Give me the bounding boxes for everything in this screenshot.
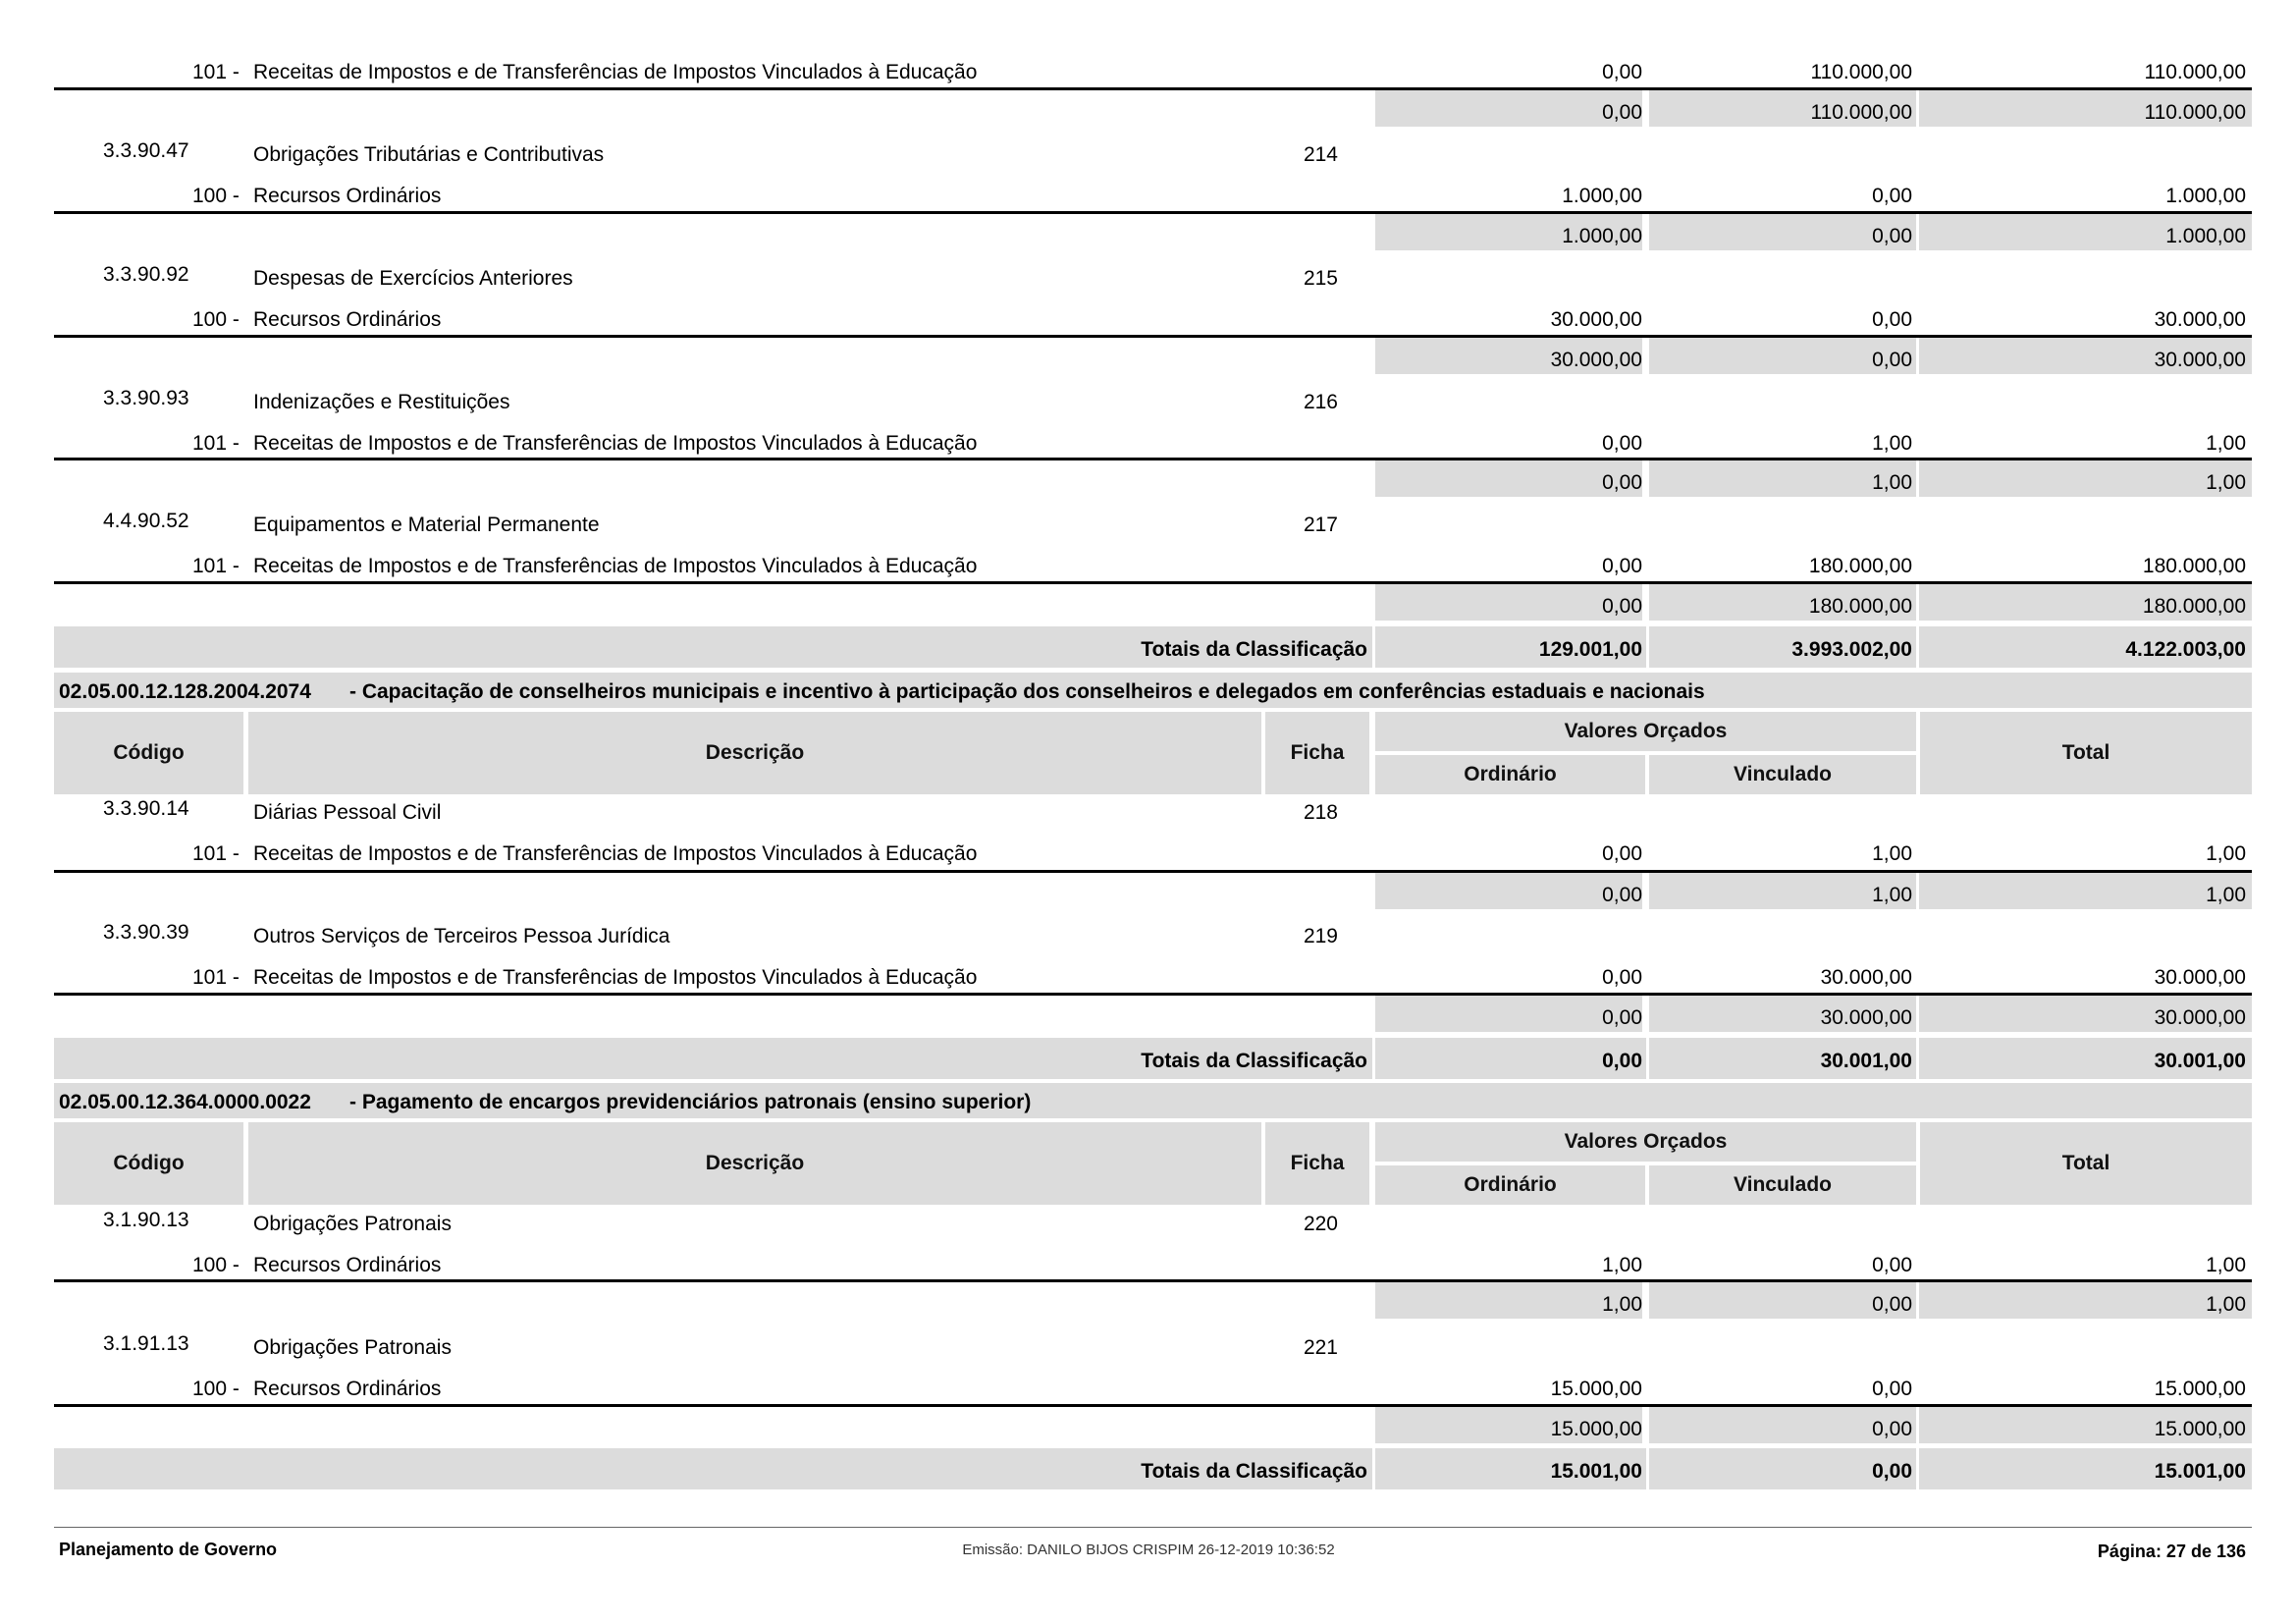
value-ordinario: 1,00 bbox=[1602, 1254, 1642, 1276]
header-valores-orcados: Valores Orçados bbox=[1375, 712, 1916, 751]
header-ordinario: Ordinário bbox=[1375, 1165, 1645, 1205]
source-code: 101 - bbox=[192, 432, 240, 455]
account-code: 3.1.91.13 bbox=[103, 1332, 189, 1355]
header-total: Total bbox=[1920, 1122, 2252, 1205]
source-code: 100 - bbox=[192, 185, 240, 207]
source-code: 100 - bbox=[192, 1378, 240, 1400]
source-code: 101 - bbox=[192, 966, 240, 989]
ficha-number: 215 bbox=[1303, 267, 1338, 290]
source-description: Recursos Ordinários bbox=[253, 185, 442, 207]
value-ordinario: 0,00 bbox=[1602, 966, 1642, 989]
section-description: - Capacitação de conselheiros municipais e incentivo à participação dos conselheiros e delegados em conferências estaduais e nacionais bbox=[349, 680, 1705, 703]
ficha-number: 217 bbox=[1303, 514, 1338, 536]
account-description: Despesas de Exercícios Anteriores bbox=[253, 267, 573, 290]
header-codigo: Código bbox=[54, 1122, 243, 1205]
source-code: 100 - bbox=[192, 1254, 240, 1276]
account-code: 3.3.90.47 bbox=[103, 139, 189, 162]
subtotal-total: 1.000,00 bbox=[2165, 225, 2246, 247]
value-total: 15.000,00 bbox=[2154, 1378, 2246, 1400]
ficha-number: 221 bbox=[1303, 1336, 1338, 1359]
source-description: Receitas de Impostos e de Transferências de Impostos Vinculados à Educação bbox=[253, 432, 978, 455]
totals-label: Totais da Classificação bbox=[1141, 1050, 1367, 1072]
footer-page: Página: 27 de 136 bbox=[2097, 1542, 2246, 1561]
value-ordinario: 0,00 bbox=[1602, 61, 1642, 83]
subtotal-total: 1,00 bbox=[2206, 884, 2246, 906]
value-ordinario: 0,00 bbox=[1602, 555, 1642, 577]
ficha-number: 219 bbox=[1303, 925, 1338, 947]
subtotal-ordinario: 1,00 bbox=[1602, 1293, 1642, 1316]
header-vinculado: Vinculado bbox=[1649, 755, 1916, 794]
ficha-number: 220 bbox=[1303, 1213, 1338, 1235]
ficha-number: 216 bbox=[1303, 391, 1338, 413]
value-ordinario: 30.000,00 bbox=[1550, 308, 1642, 331]
footer-left: Planejamento de Governo bbox=[59, 1540, 278, 1559]
subtotal-vinculado: 1,00 bbox=[1872, 884, 1912, 906]
source-description: Recursos Ordinários bbox=[253, 1378, 442, 1400]
account-code: 4.4.90.52 bbox=[103, 510, 189, 532]
account-description: Obrigações Patronais bbox=[253, 1336, 452, 1359]
subtotal-ordinario: 0,00 bbox=[1602, 101, 1642, 124]
subtotal-total: 30.000,00 bbox=[2154, 349, 2246, 371]
account-description: Outros Serviços de Terceiros Pessoa Jurídica bbox=[253, 925, 670, 947]
source-description: Receitas de Impostos e de Transferências de Impostos Vinculados à Educação bbox=[253, 842, 978, 865]
subtotal-ordinario: 1.000,00 bbox=[1562, 225, 1642, 247]
totals-label: Totais da Classificação bbox=[1141, 1460, 1367, 1483]
totals-total: 15.001,00 bbox=[2154, 1460, 2246, 1483]
header-ordinario: Ordinário bbox=[1375, 755, 1645, 794]
subtotal-ordinario: 0,00 bbox=[1602, 595, 1642, 618]
value-ordinario: 15.000,00 bbox=[1550, 1378, 1642, 1400]
account-description: Indenizações e Restituições bbox=[253, 391, 510, 413]
account-description: Equipamentos e Material Permanente bbox=[253, 514, 600, 536]
totals-ordinario: 0,00 bbox=[1602, 1050, 1642, 1072]
value-ordinario: 0,00 bbox=[1602, 432, 1642, 455]
value-total: 30.000,00 bbox=[2154, 308, 2246, 331]
value-vinculado: 0,00 bbox=[1872, 185, 1912, 207]
subtotal-total: 1,00 bbox=[2206, 1293, 2246, 1316]
subtotal-ordinario: 15.000,00 bbox=[1550, 1418, 1642, 1440]
header-total: Total bbox=[1920, 712, 2252, 794]
value-vinculado: 1,00 bbox=[1872, 842, 1912, 865]
totals-vinculado: 3.993.002,00 bbox=[1791, 638, 1912, 661]
totals-label: Totais da Classificação bbox=[1141, 638, 1367, 661]
totals-ordinario: 129.001,00 bbox=[1538, 638, 1642, 661]
source-description: Recursos Ordinários bbox=[253, 1254, 442, 1276]
subtotal-total: 1,00 bbox=[2206, 471, 2246, 494]
subtotal-total: 110.000,00 bbox=[2144, 101, 2246, 124]
value-vinculado: 180.000,00 bbox=[1808, 555, 1912, 577]
subtotal-vinculado: 0,00 bbox=[1872, 349, 1912, 371]
header-valores-orcados: Valores Orçados bbox=[1375, 1122, 1916, 1162]
source-description: Receitas de Impostos e de Transferências de Impostos Vinculados à Educação bbox=[253, 966, 978, 989]
subtotal-ordinario: 0,00 bbox=[1602, 884, 1642, 906]
totals-total: 4.122.003,00 bbox=[2125, 638, 2246, 661]
value-total: 110.000,00 bbox=[2144, 61, 2246, 83]
value-total: 1.000,00 bbox=[2165, 185, 2246, 207]
value-vinculado: 110.000,00 bbox=[1810, 61, 1912, 83]
subtotal-vinculado: 30.000,00 bbox=[1820, 1006, 1912, 1029]
source-description: Receitas de Impostos e de Transferências de Impostos Vinculados à Educação bbox=[253, 555, 978, 577]
account-code: 3.3.90.93 bbox=[103, 387, 189, 409]
value-ordinario: 0,00 bbox=[1602, 842, 1642, 865]
subtotal-vinculado: 0,00 bbox=[1872, 1418, 1912, 1440]
section-description: - Pagamento de encargos previdenciários patronais (ensino superior) bbox=[349, 1091, 1032, 1113]
header-codigo: Código bbox=[54, 712, 243, 794]
value-total: 1,00 bbox=[2206, 842, 2246, 865]
ficha-number: 218 bbox=[1303, 801, 1338, 824]
footer-rule bbox=[54, 1527, 2252, 1528]
account-description: Obrigações Patronais bbox=[253, 1213, 452, 1235]
value-total: 30.000,00 bbox=[2154, 966, 2246, 989]
subtotal-ordinario: 0,00 bbox=[1602, 1006, 1642, 1029]
header-vinculado: Vinculado bbox=[1649, 1165, 1916, 1205]
header-descricao: Descrição bbox=[248, 1122, 1261, 1205]
account-code: 3.1.90.13 bbox=[103, 1209, 189, 1231]
account-description: Diárias Pessoal Civil bbox=[253, 801, 442, 824]
subtotal-total: 30.000,00 bbox=[2154, 1006, 2246, 1029]
footer-center: Emissão: DANILO BIJOS CRISPIM 26-12-2019 10:36:52 bbox=[962, 1542, 1335, 1558]
totals-ordinario: 15.001,00 bbox=[1550, 1460, 1642, 1483]
header-ficha: Ficha bbox=[1265, 1122, 1369, 1205]
value-total: 180.000,00 bbox=[2142, 555, 2246, 577]
value-vinculado: 30.000,00 bbox=[1820, 966, 1912, 989]
subtotal-vinculado: 110.000,00 bbox=[1810, 101, 1912, 124]
subtotal-total: 15.000,00 bbox=[2154, 1418, 2246, 1440]
header-descricao: Descrição bbox=[248, 712, 1261, 794]
value-vinculado: 0,00 bbox=[1872, 308, 1912, 331]
totals-vinculado: 0,00 bbox=[1872, 1460, 1912, 1483]
account-code: 3.3.90.92 bbox=[103, 263, 189, 286]
value-vinculado: 0,00 bbox=[1872, 1378, 1912, 1400]
subtotal-ordinario: 30.000,00 bbox=[1550, 349, 1642, 371]
subtotal-vinculado: 1,00 bbox=[1872, 471, 1912, 494]
source-code: 101 - bbox=[192, 555, 240, 577]
value-vinculado: 0,00 bbox=[1872, 1254, 1912, 1276]
section-code: 02.05.00.12.364.0000.0022 bbox=[59, 1091, 311, 1113]
account-description: Obrigações Tributárias e Contributivas bbox=[253, 143, 605, 166]
source-code: 101 - bbox=[192, 61, 240, 83]
source-description: Recursos Ordinários bbox=[253, 308, 442, 331]
source-code: 100 - bbox=[192, 308, 240, 331]
subtotal-total: 180.000,00 bbox=[2142, 595, 2246, 618]
value-vinculado: 1,00 bbox=[1872, 432, 1912, 455]
value-total: 1,00 bbox=[2206, 432, 2246, 455]
subtotal-ordinario: 0,00 bbox=[1602, 471, 1642, 494]
header-ficha: Ficha bbox=[1265, 712, 1369, 794]
source-code: 101 - bbox=[192, 842, 240, 865]
value-ordinario: 1.000,00 bbox=[1562, 185, 1642, 207]
account-code: 3.3.90.39 bbox=[103, 921, 189, 944]
ficha-number: 214 bbox=[1303, 143, 1338, 166]
value-total: 1,00 bbox=[2206, 1254, 2246, 1276]
source-description: Receitas de Impostos e de Transferências de Impostos Vinculados à Educação bbox=[253, 61, 978, 83]
totals-vinculado: 30.001,00 bbox=[1820, 1050, 1912, 1072]
totals-total: 30.001,00 bbox=[2154, 1050, 2246, 1072]
account-code: 3.3.90.14 bbox=[103, 797, 189, 820]
subtotal-vinculado: 0,00 bbox=[1872, 1293, 1912, 1316]
subtotal-vinculado: 180.000,00 bbox=[1808, 595, 1912, 618]
section-code: 02.05.00.12.128.2004.2074 bbox=[59, 680, 311, 703]
subtotal-vinculado: 0,00 bbox=[1872, 225, 1912, 247]
